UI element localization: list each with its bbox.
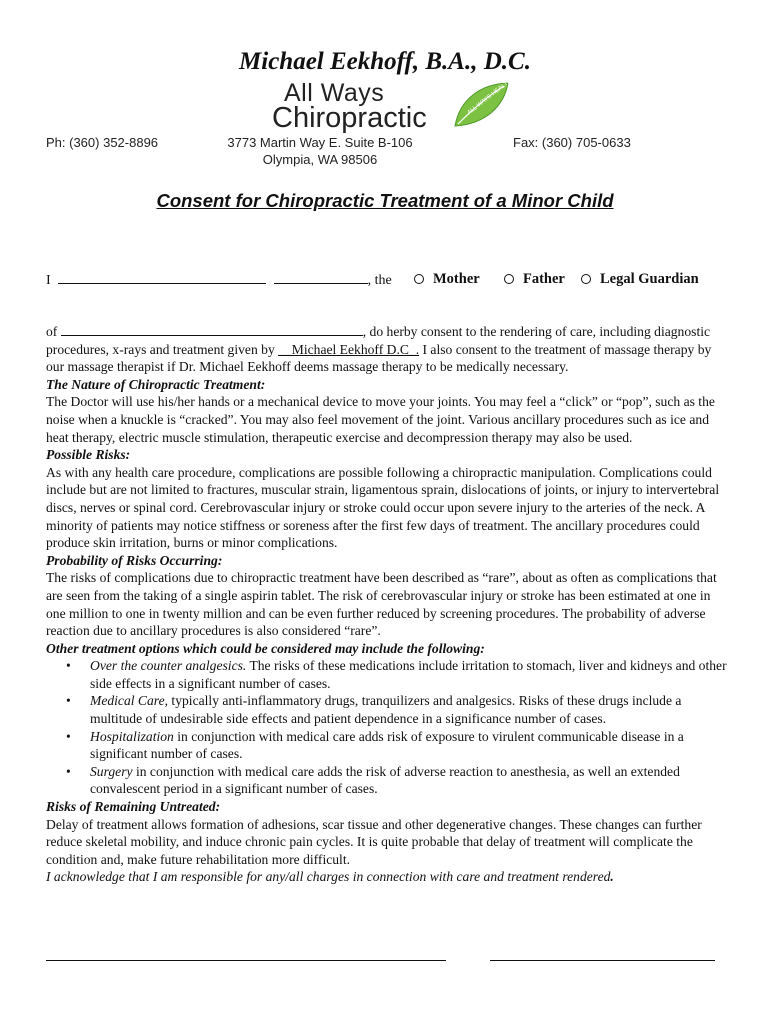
line-suffix: , the — [367, 273, 392, 288]
section-text: The Doctor will use his/her hands or a mechanical device to move your joints. You may feel a “click” or “pop”, such as the noise when a knuckle is “cracked”. You may also feel movement of the joint. Various ancillary procedures such as ice and heat therapy, electric muscle stimulation, therapeutic exercise and decompression therapy may also be used. — [46, 394, 715, 445]
option-text: The risks of these medications include irritation to stomach, liver and kidneys and other side effects in a significant number of cases. — [90, 658, 727, 691]
role-mother-option[interactable] — [414, 270, 480, 288]
section-heading: Probability of Risks Occurring: — [46, 552, 223, 568]
guardian-name-line — [46, 270, 392, 290]
leaf-icon — [452, 75, 516, 130]
logo-line-1: All Ways — [284, 79, 385, 107]
role-label: Father — [523, 271, 565, 287]
address-line-1: 3773 Martin Way E. Suite B-106 — [227, 135, 413, 150]
acknowledgement — [46, 868, 730, 886]
role-guardian-option[interactable] — [581, 270, 699, 288]
fax-number: Fax: (360) 705-0633 — [513, 135, 631, 150]
doctor-fill: __Michael Eekhoff D.C_. — [278, 341, 420, 357]
list-item — [90, 763, 730, 798]
section-heading: Possible Risks: — [46, 447, 131, 463]
consent-paragraph — [46, 322, 730, 376]
option-text: , typically anti-inflammatory drugs, tranquilizers and analgesics. Risks of these drugs include a multitude of undesirable side effects and patient dependence in a significance number of cases. — [90, 693, 682, 727]
guardian-name-field[interactable] — [58, 270, 266, 284]
signature-line[interactable] — [46, 960, 446, 961]
consent-body — [46, 322, 730, 886]
radio-icon[interactable] — [414, 274, 424, 284]
option-text: in conjunction with medical care adds the risk of adverse reaction to anesthesia, as well an extended convalescent period in a significant number of cases. — [90, 763, 680, 797]
option-name: Surgery — [90, 763, 133, 779]
clinic-address — [220, 134, 420, 168]
consent-rest: , do herby consent to the rendering of care, including diagnostic procedures, x-rays and treatment given by — [46, 324, 711, 357]
line-prefix: I — [46, 273, 51, 288]
section-text: The risks of complications due to chiropractic treatment have been described as “rare”, about as often as complications that are seen from the taking of a single aspirin tablet. The risk of cerebrovascular injury or stroke has been estimated at one in one million to one in twenty million and can be even further reduced by screening procedures. The probability of adverse reaction due to ancillary procedures is also considered “rare”. — [46, 570, 717, 639]
role-label: Mother — [433, 271, 480, 287]
form-title: Consent for Chiropractic Treatment of a Minor Child — [156, 190, 614, 211]
guardian-name-field-2[interactable] — [274, 270, 368, 284]
option-name: Medical Care — [90, 693, 165, 709]
role-label: Legal Guardian — [600, 271, 699, 287]
section-heading: The Nature of Chiropractic Treatment: — [46, 376, 266, 392]
option-name: Over the counter analgesics. — [90, 658, 247, 674]
svg-text:ALL WAYS HEALTHY: ALL WAYS HEALTHY — [466, 75, 516, 117]
treatment-options-list — [46, 657, 730, 798]
doctor-name: Michael Eekhoff, B.A., D.C. — [239, 48, 531, 75]
role-father-option[interactable] — [504, 270, 565, 288]
option-text: in conjunction with medical care adds risk of exposure to virulent communicable disease in a significant number of cases. — [90, 728, 684, 762]
child-name-field[interactable] — [61, 322, 363, 336]
date-line[interactable] — [490, 960, 715, 961]
list-item — [90, 692, 730, 727]
section-heading: Risks of Remaining Untreated: — [46, 799, 221, 815]
section-text: As with any health care procedure, complications are possible following a chiropractic manipulation. Complications could include but are not limited to fractures, muscular strain, ligamentous sprain, dislocations of joints, or injury to intervertebral discs, nerves or spinal cord. Cerebrovascular injury or stroke could occur upon severe injury to the arteries of the neck. A minority of patients may notice stiffness or soreness after the first few days of treatment. The ancillary procedures could produce skin irritation, burns or minor complications. — [46, 464, 720, 551]
address-line-2: Olympia, WA 98506 — [262, 152, 378, 167]
consent-tail: I also consent to the treatment of massage therapy by our massage therapist if Dr. Michael Eekhoff deems massage therapy to be medically necessary. — [46, 341, 712, 375]
list-item — [90, 657, 730, 692]
clinic-logo — [270, 75, 516, 136]
option-name: Hospitalization — [90, 728, 174, 744]
logo-line-2: Chiropractic — [272, 102, 427, 134]
consent-of: of — [46, 324, 58, 339]
section-text: Delay of treatment allows formation of adhesions, scar tissue and other degenerative changes. These changes can further reduce skeletal mobility, and induce chronic pain cycles. It is quite probable that delay of treatment will complicate the condition and, make future rehabilitation more difficult. — [46, 816, 702, 867]
radio-icon[interactable] — [581, 274, 591, 284]
section-heading: Other treatment options which could be considered may include the following: — [46, 640, 485, 656]
radio-icon[interactable] — [504, 274, 514, 284]
phone-number: Ph: (360) 352-8896 — [46, 135, 159, 150]
list-item — [90, 728, 730, 763]
acknowledgement-text: I acknowledge that I am responsible for any/all charges in connection with care and treatment rendered — [46, 869, 611, 885]
acknowledgement-end: . — [610, 869, 614, 885]
